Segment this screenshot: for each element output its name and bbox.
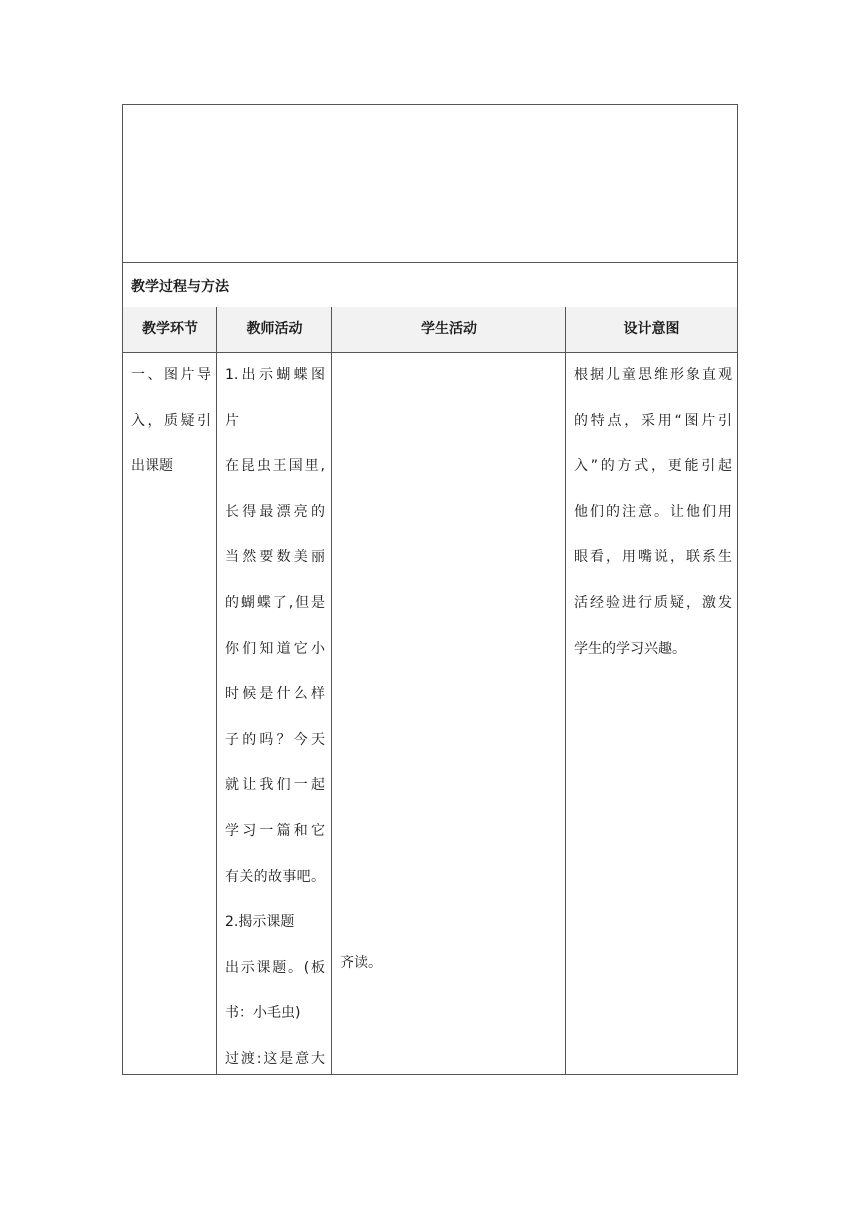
stage-line: 出课题 bbox=[131, 458, 173, 475]
teacher-line: 出示课题。(板 bbox=[225, 959, 325, 976]
lesson-plan-table bbox=[122, 104, 738, 1075]
teacher-line: 就让我们一起 bbox=[225, 777, 325, 794]
section-title: 教学过程与方法 bbox=[131, 279, 229, 295]
teacher-line: 长得最漂亮的 bbox=[225, 503, 325, 520]
design-line: 的特点，采用“图片引 bbox=[574, 412, 732, 429]
section-title-row bbox=[123, 262, 737, 308]
header-design-intent: 设计意图 bbox=[623, 321, 680, 337]
design-line: 根据儿童思维形象直观 bbox=[574, 367, 732, 383]
teacher-line: 时候是什么样 bbox=[225, 686, 325, 703]
design-line: 活经验进行质疑，激发 bbox=[574, 594, 732, 611]
design-line: 他们的注意。让他们用 bbox=[574, 503, 732, 520]
teacher-line: 1.出示蝴蝶图 bbox=[225, 367, 325, 383]
teacher-line: 片 bbox=[225, 412, 239, 429]
teacher-line: 学习一篇和它 bbox=[225, 822, 325, 839]
teacher-line: 有关的故事吧。 bbox=[225, 868, 325, 885]
teacher-line: 你们知道它小 bbox=[225, 640, 325, 657]
student-activity-cell bbox=[340, 953, 560, 999]
teacher-line: 书：小毛虫) bbox=[225, 1005, 301, 1022]
teacher-line: 当然要数美丽 bbox=[225, 549, 325, 566]
stage-line: 入，质疑引 bbox=[131, 412, 211, 429]
stage-cell bbox=[131, 365, 211, 502]
design-line: 学生的学习兴趣。 bbox=[574, 640, 686, 657]
teacher-line: 的蝴蝶了,但是 bbox=[225, 594, 325, 611]
header-teacher-activity: 教师活动 bbox=[246, 321, 303, 337]
stage-line: 一、图片导 bbox=[131, 367, 211, 383]
column-divider bbox=[216, 307, 217, 1074]
student-line: 齐读。 bbox=[340, 955, 382, 971]
teacher-line: 过渡:这是意大 bbox=[225, 1050, 325, 1067]
column-divider bbox=[331, 307, 332, 1074]
teacher-line: 2.揭示课题 bbox=[225, 914, 295, 931]
header-student-activity: 学生活动 bbox=[421, 321, 477, 337]
column-divider bbox=[565, 307, 566, 1074]
teacher-line: 在昆虫王国里, bbox=[225, 458, 325, 475]
design-intent-cell bbox=[574, 365, 732, 684]
teacher-line: 子的吗？今天 bbox=[225, 731, 325, 748]
header-stage: 教学环节 bbox=[142, 321, 198, 337]
teacher-activity-cell bbox=[225, 365, 325, 1095]
blank-row bbox=[123, 105, 737, 263]
design-line: 眼看，用嘴说，联系生 bbox=[574, 549, 732, 566]
design-line: 入”的方式，更能引起 bbox=[574, 458, 732, 475]
